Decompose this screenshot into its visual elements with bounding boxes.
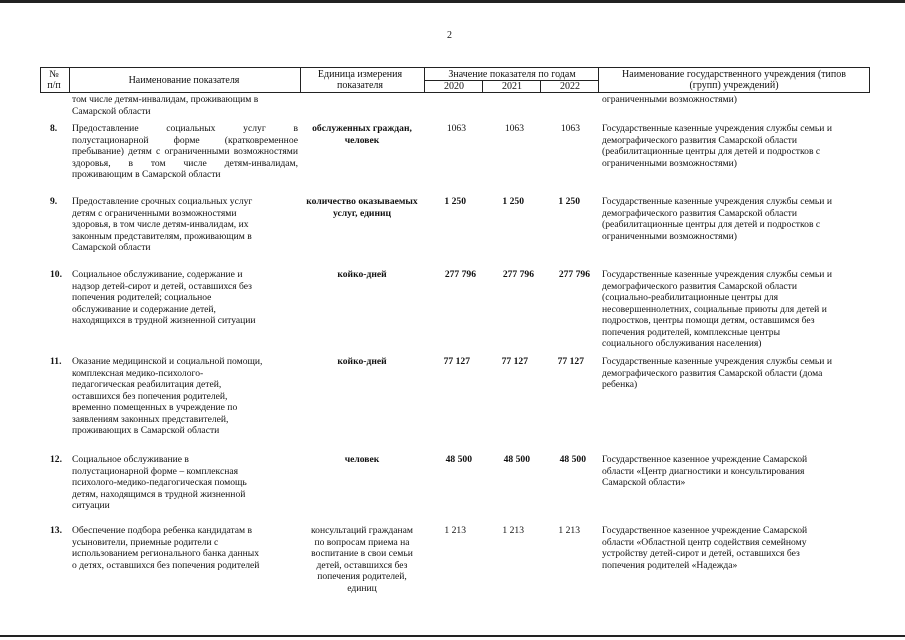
row-value-2021: 1063 bbox=[504, 123, 524, 134]
row-indicator-name: Предоставление срочных социальных услуг детям с ограниченными возможностями здоровья, в том числе детям-инвалидам, их законным представителям, проживающим в Самарской области bbox=[72, 196, 253, 253]
row-number: 8. bbox=[50, 123, 58, 134]
row-unit: обслуженных граждан, человек bbox=[312, 123, 412, 146]
header-value-by-years: Значение показателя по годам bbox=[448, 69, 576, 80]
row-number: 10. bbox=[50, 269, 62, 280]
row-organization: Государственные казенные учреждения службы семьи и демографического развития Самарской области (реабилитационные центры для детей и подростков с ограниченными возможностями) bbox=[602, 196, 832, 242]
header-vline-1 bbox=[69, 67, 70, 93]
header-organization: Наименование государственного учреждения (типов (групп) учреждений) bbox=[622, 69, 846, 91]
row-number: 13. bbox=[50, 525, 62, 536]
row-value-2020: 1063 bbox=[446, 123, 466, 134]
header-vline-0 bbox=[40, 67, 41, 93]
row-number: 12. bbox=[50, 454, 62, 465]
row-unit: человек bbox=[344, 454, 380, 465]
header-year-2020: 2020 bbox=[444, 81, 464, 92]
row-indicator-name: Предоставление социальных услуг в полустационарной форме (кратковременное пребывание) детям с ограниченными возможностями здоровья, в том числе детям-инвалидам, проживающим в Самарской области bbox=[72, 123, 298, 180]
row-value-2021: 48 500 bbox=[503, 454, 530, 465]
row-unit: койко-дней bbox=[337, 269, 387, 280]
carry-over-organization: ограниченными возможностями) bbox=[602, 94, 737, 105]
header-line-years bbox=[424, 80, 598, 81]
row-value-2022: 1 250 bbox=[558, 196, 580, 207]
row-indicator-name: Обеспечение подбора ребенка кандидатам в усыновители, приемные родители с использованием регионального банка данных о детях, оставшихся без попечения родителей bbox=[72, 525, 260, 571]
bottom-border bbox=[0, 635, 905, 637]
row-value-2022: 1063 bbox=[560, 123, 580, 134]
row-unit: койко-дней bbox=[337, 356, 387, 367]
header-vline-6 bbox=[598, 67, 599, 93]
row-value-2020: 48 500 bbox=[445, 454, 472, 465]
row-organization: Государственные казенные учреждения службы семьи и демографического развития Самарской области (реабилитационные центры для детей и подростков с ограниченными возможностями) bbox=[602, 123, 832, 169]
row-value-2022: 48 500 bbox=[559, 454, 586, 465]
row-unit: консультаций гражданам по вопросам приема на воспитание в свои семьи детей, оставшихся без попечения родителей, единиц bbox=[311, 525, 413, 594]
header-number: № п/п bbox=[47, 69, 61, 91]
header-year-2021: 2021 bbox=[502, 81, 522, 92]
row-value-2021: 277 796 bbox=[502, 269, 534, 280]
header-vline-4 bbox=[482, 80, 483, 93]
page-number: 2 bbox=[447, 30, 452, 41]
header-line-bottom bbox=[40, 92, 870, 93]
header-vline-5 bbox=[540, 80, 541, 93]
header-vline-7 bbox=[869, 67, 870, 93]
carry-over-name: том числе детям-инвалидам, проживающим в Самарской области bbox=[72, 94, 259, 117]
row-unit: количество оказываемых услуг, единиц bbox=[306, 196, 418, 219]
row-indicator-name: Оказание медицинской и социальной помощи, комплексная медико-психолого- педагогическая реабилитация детей, оставшихся без попечения родителей, временно помещенных в учреждение по заявлениям законных представителей, проживающих в Самарской области bbox=[72, 356, 263, 436]
header-vline-3 bbox=[424, 67, 425, 93]
row-value-2022: 1 213 bbox=[558, 525, 580, 536]
header-unit: Единица измерения показателя bbox=[317, 69, 403, 91]
header-year-2022: 2022 bbox=[560, 81, 580, 92]
row-value-2020: 77 127 bbox=[443, 356, 470, 367]
row-organization: Государственные казенные учреждения службы семьи и демографического развития Самарской области (социально-реабилитационные центры для несовершеннолетних, социальные приюты для детей и подростков, центры помощи детям, оставшимся без попечения родителей, комплексные центры социального обслуживания населения) bbox=[602, 269, 832, 349]
row-value-2021: 77 127 bbox=[501, 356, 528, 367]
top-border bbox=[0, 0, 905, 3]
row-organization: Государственное казенное учреждение Самарской области «Центр диагностики и консультирования Самарской области» bbox=[602, 454, 808, 488]
header-vline-2 bbox=[300, 67, 301, 93]
row-value-2022: 77 127 bbox=[557, 356, 584, 367]
row-indicator-name: Социальное обслуживание в полустационарной форме – комплексная психолого-медико-педагогическая помощь детям, находящимся в трудной жизненной ситуации bbox=[72, 454, 247, 511]
row-organization: Государственное казенное учреждение Самарской области «Областной центр содействия семейному устройству детей-сирот и детей, оставшихся без попечения родителей «Надежда» bbox=[602, 525, 808, 571]
row-value-2022: 277 796 bbox=[558, 269, 590, 280]
row-organization: Государственные казенные учреждения службы семьи и демографического развития Самарской области (дома ребенка) bbox=[602, 356, 832, 390]
header-indicator-name: Наименование показателя bbox=[128, 75, 240, 86]
row-value-2021: 1 250 bbox=[502, 196, 524, 207]
row-value-2020: 277 796 bbox=[444, 269, 476, 280]
row-indicator-name: Социальное обслуживание, содержание и надзор детей-сирот и детей, оставшихся без попечения родителей; социальное обслуживание и содержание детей, находящихся в трудной жизненной ситуации bbox=[72, 269, 256, 326]
row-number: 11. bbox=[50, 356, 62, 367]
row-value-2021: 1 213 bbox=[502, 525, 524, 536]
header-line-top bbox=[40, 67, 870, 68]
row-number: 9. bbox=[50, 196, 58, 207]
row-value-2020: 1 250 bbox=[444, 196, 466, 207]
row-value-2020: 1 213 bbox=[444, 525, 466, 536]
